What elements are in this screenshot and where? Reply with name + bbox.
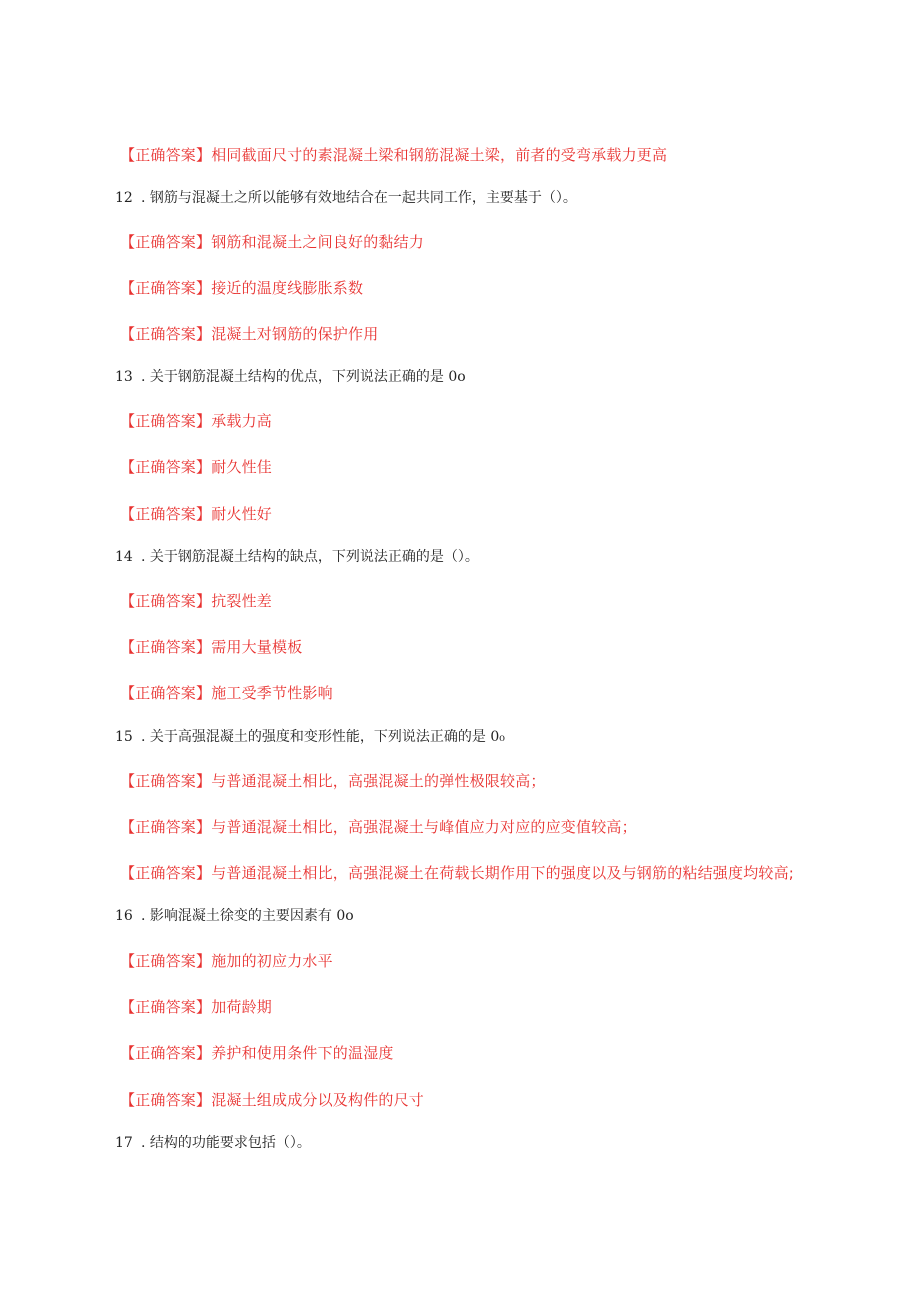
question-number: 14 — [115, 549, 133, 565]
answer-line: 【正确答案】施工受季节性影响 — [120, 684, 333, 702]
answer-line: 【正确答案】耐久性佳 — [120, 458, 273, 476]
answer-line: 【正确答案】施加的初应力水平 — [120, 952, 333, 970]
question-number: 17 — [115, 1135, 133, 1151]
question-line — [115, 188, 577, 208]
answer-line: 【正确答案】与普通混凝土相比，高强混凝土的弹性极限较高； — [120, 772, 546, 790]
question-line — [115, 727, 505, 747]
answer-line: 【正确答案】相同截面尺寸的素混凝土梁和钢筋混凝土梁，前者的受弯承载力更高 — [120, 146, 668, 164]
question-number: 12 — [115, 190, 133, 206]
question-line — [115, 547, 479, 567]
answer-line: 【正确答案】耐火性好 — [120, 505, 273, 523]
answer-line: 【正确答案】钢筋和混凝土之间良好的黏结力 — [120, 233, 425, 251]
answer-line: 【正确答案】接近的温度线膨胀系数 — [120, 279, 364, 297]
answer-line: 【正确答案】与普通混凝土相比，高强混凝土与峰值应力对应的应变值较高； — [120, 818, 637, 836]
answer-line: 【正确答案】需用大量模板 — [120, 638, 303, 656]
answer-line: 【正确答案】与普通混凝土相比，高强混凝土在荷载长期作用下的强度以及与钢筋的粘结强度均较高; — [120, 864, 795, 882]
question-line — [115, 1133, 311, 1153]
question-text: . 结构的功能要求包括（）。 — [141, 1135, 311, 1151]
answer-line: 【正确答案】抗裂性差 — [120, 592, 273, 610]
answer-line: 【正确答案】加荷龄期 — [120, 998, 273, 1016]
answer-line: 【正确答案】混凝土组成成分以及构件的尺寸 — [120, 1091, 425, 1109]
answer-line: 【正确答案】混凝土对钢筋的保护作用 — [120, 325, 379, 343]
question-text: . 钢筋与混凝土之所以能够有效地结合在一起共同工作，主要基于（）。 — [141, 190, 577, 206]
question-text: . 关于钢筋混凝土结构的缺点，下列说法正确的是（）。 — [141, 549, 479, 565]
question-number: 13 — [115, 369, 133, 385]
answer-line: 【正确答案】养护和使用条件下的温湿度 — [120, 1044, 394, 1062]
answer-line: 【正确答案】承载力高 — [120, 412, 273, 430]
question-line — [115, 906, 354, 926]
question-text: . 关于钢筋混凝土结构的优点，下列说法正确的是 0o — [141, 369, 466, 385]
question-line — [115, 367, 466, 387]
question-text: . 影响混凝土徐变的主要因素有 0o — [141, 908, 354, 924]
question-text: . 关于高强混凝土的强度和变形性能，下列说法正确的是 0₀ — [141, 729, 505, 745]
question-number: 15 — [115, 729, 133, 745]
question-number: 16 — [115, 908, 133, 924]
